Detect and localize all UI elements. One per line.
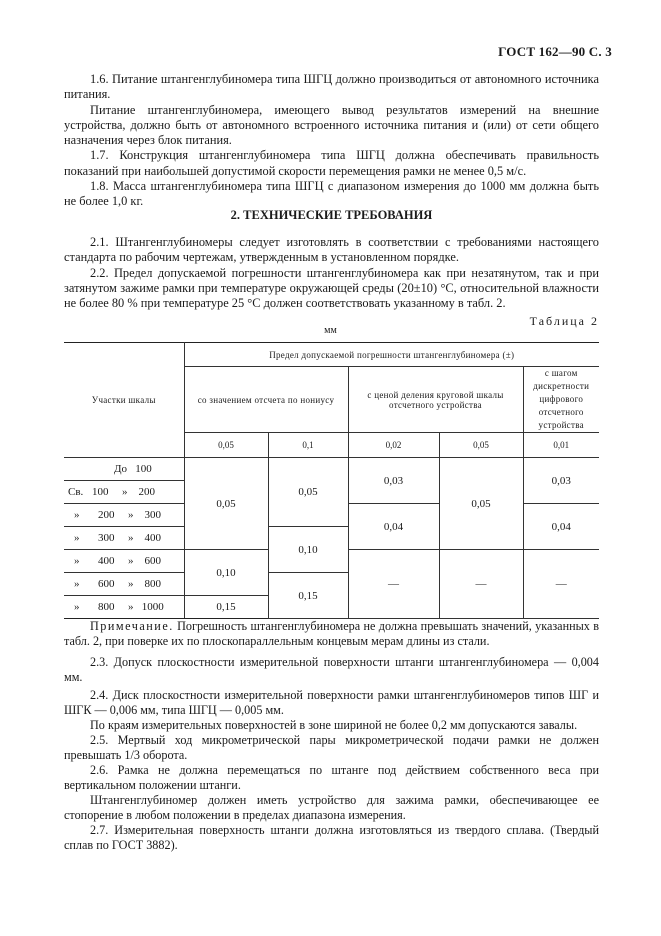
cell-vernier-01: 0,15: [268, 573, 348, 619]
range-row: [64, 596, 184, 619]
cell-vernier-005: 0,05: [184, 458, 268, 550]
cell-vernier-005: 0,10: [184, 550, 268, 596]
range-prefix: »: [74, 555, 80, 567]
header-dial: с ценой деления круговой шкалы отсчетного устройства: [348, 367, 523, 433]
paragraphs-section: [64, 235, 599, 311]
paragraph: 2.1. Штангенглубиномеры следует изготовлять в соответствии с требованиями настоящего стандарта по рабочим чертежам, утвержденным в установленном порядке.: [64, 235, 599, 265]
range-prefix: »: [74, 601, 80, 613]
paragraph: 2.6. Рамка не должна перемещаться по штанге под действием собственного веса при вертикальном положении штанги.: [64, 763, 599, 792]
paragraph: 2.3. Допуск плоскостности измерительной поверхности штанги штангенглубиномера — 0,004 мм.: [64, 655, 599, 684]
range-from: 600: [98, 578, 115, 590]
range-to: » 1000: [128, 601, 164, 613]
paragraph: По краям измерительных поверхностей в зоне шириной не более 0,2 мм допускаются завалы.: [90, 718, 578, 732]
range-prefix: »: [74, 532, 80, 544]
cell-digital-001: —: [523, 550, 599, 619]
cell-dial-002: 0,03: [348, 458, 439, 504]
range-from: 400: [98, 555, 115, 567]
range-prefix: Св.: [68, 486, 84, 498]
step-value: 0,01: [523, 433, 599, 458]
cell-dial-005: —: [439, 550, 523, 619]
range-to: » 400: [128, 532, 161, 544]
paragraph: 1.7. Конструкция штангенглубиномера типа ШГЦ должна обеспечивать правильность показаний при наибольшей допустимой скорости перемещения рамки не менее 0,5 м/с.: [64, 148, 599, 178]
paragraph: Штангенглубиномер должен иметь устройство для зажима рамки, обеспечивающее ее стопорение в любом положении в пределах диапазона измерения.: [64, 793, 599, 822]
header-scale-sections: Участки шкалы: [64, 343, 184, 458]
cell-dial-002: 0,04: [348, 504, 439, 550]
range-row: [64, 481, 184, 504]
range-prefix: »: [74, 578, 80, 590]
step-value: 0,05: [439, 433, 523, 458]
range-prefix: До: [114, 463, 128, 475]
cell-vernier-01: 0,10: [268, 527, 348, 573]
table-note: [64, 619, 599, 649]
note-text: Погрешность штангенглубиномера не должна превышать значений, указанных в табл. 2, при поверке их по плоскопараллельным концевым мерам длины из стали.: [64, 619, 599, 648]
tolerance-table: [64, 342, 599, 619]
paragraph: 2.2. Предел допускаемой погрешности штангенглубиномера как при незатянутом, так и при затянутом зажиме рамки при температуре окружающей среды (20±10) °С, относительной влажности не более 80 % при температуре 25 °С должен соответствовать указанному в табл. 2.: [64, 265, 599, 311]
table-unit: мм: [324, 325, 337, 336]
range-from: 800: [98, 601, 115, 613]
range-from: 100: [92, 486, 109, 498]
range-to: 100: [135, 463, 152, 475]
cell-dial-002: —: [348, 550, 439, 619]
cell-digital-001: 0,03: [523, 458, 599, 504]
header-vernier: со значением отсчета по нониусу: [184, 367, 348, 433]
paragraph: 2.7. Измерительная поверхность штанги должна изготовляться из твердого сплава. (Твердый сплав по ГОСТ 3882).: [64, 823, 599, 852]
step-value: 0,02: [348, 433, 439, 458]
range-to: » 300: [128, 509, 161, 521]
step-value: 0,05: [184, 433, 268, 458]
page-header: ГОСТ 162—90 С. 3: [498, 44, 612, 59]
paragraph: 2.4. Диск плоскостности измерительной поверхности рамки штангенглубиномеров типов ШГ и ШГК — 0,006 мм, типа ШГЦ — 0,005 мм.: [64, 688, 599, 717]
cell-digital-001: 0,04: [523, 504, 599, 550]
range-to: » 600: [128, 555, 161, 567]
header-error-limit: Предел допускаемой погрешности штангенглубиномера (±): [184, 343, 599, 367]
range-row: [64, 527, 184, 550]
paragraph: 2.5. Мертвый ход микрометрической пары микрометрической подачи рамки не должен превышать 1/3 оборота.: [64, 733, 599, 762]
cell-dial-005: 0,05: [439, 458, 523, 550]
range-row: [64, 458, 184, 481]
header-digital: с шагом дискретности цифрового отсчетного устройства: [523, 367, 599, 433]
cell-vernier-01: 0,05: [268, 458, 348, 527]
section-title: 2. ТЕХНИЧЕСКИЕ ТРЕБОВАНИЯ: [230, 208, 433, 222]
range-prefix: »: [74, 509, 80, 521]
step-value: 0,1: [268, 433, 348, 458]
range-row: [64, 550, 184, 573]
paragraphs-top: [64, 72, 599, 210]
paragraph: 1.8. Масса штангенглубиномера типа ШГЦ с диапазоном измерения до 1000 мм должна быть не более 1,0 кг.: [64, 179, 599, 209]
range-to: » 200: [122, 486, 155, 498]
range-from: 300: [98, 532, 115, 544]
range-from: 200: [98, 509, 115, 521]
range-row: [64, 573, 184, 596]
range-to: » 800: [128, 578, 161, 590]
table-caption: Таблица 2: [529, 314, 599, 328]
cell-vernier-005: 0,15: [184, 596, 268, 619]
bottom-text: [64, 619, 599, 853]
paragraph: Питание штангенглубиномера, имеющего вывод результатов измерений на внешние устройства, должно быть от автономного встроенного источника питания и (или) от сети общего назначения через блок питания.: [64, 102, 599, 148]
note-label: Примечание.: [90, 619, 174, 633]
paragraph: 1.6. Питание штангенглубиномера типа ШГЦ должно производиться от автономного источника питания.: [64, 72, 599, 102]
range-row: [64, 504, 184, 527]
